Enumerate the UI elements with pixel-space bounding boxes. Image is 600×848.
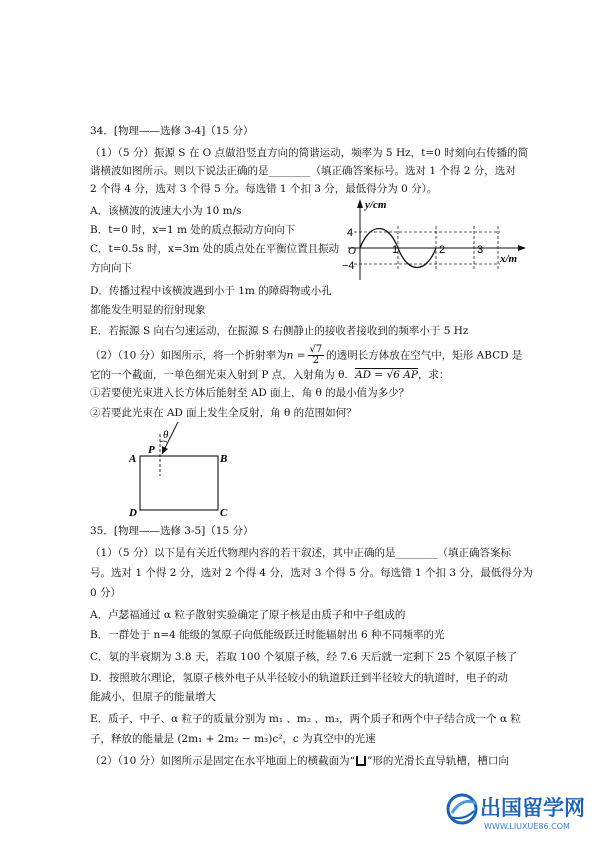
q35-option-e-line2: 子，释放的能量是 (2m₁ + 2m₂ − m₃)c²，c 为真空中的光速 [90,733,376,745]
q35-part1-line2: 号。选对 1 个得 2 分，选对 2 个得 4 分，选对 3 个得 5 分。每选错 1 个扣 3 分，最低得分为 [90,567,533,579]
q34-part2-line2 [90,368,449,382]
q34-part1-line3: 2 个得 4 分，选对 3 个得 5 分。每选错 1 个扣 3 分，最低得分为 0 分）。 [90,183,438,195]
q34-option-d-line1: D．传播过程中该横波遇到小于 1m 的障碍物或小孔 [90,285,332,297]
q34-subquestion-1: ①若要使光束进入长方体后能射至 AD 面上，角 θ 的最小值为多少？ [90,387,410,399]
q35-option-d-line1: D．按照玻尔理论，氢原子核外电子从半径较小的轨道跃迁到半径较大的轨道时，电子的动 [90,672,508,684]
q34-option-c-line2: 方向向下 [90,262,132,274]
q35-option-e-line1: E．质子、中子、α 粒子的质量分别为 m₁ 、m₂ 、m₃，两个质子和两个中子结合成一个 α 粒 [90,713,521,725]
watermark-logo-icon [448,795,476,823]
q34-option-a: A．该横波的波速大小为 10 m/s [90,205,242,217]
label-theta: θ [163,429,169,441]
q35-part1-line1: （1）（5 分）以下是有关近代物理内容的若干叙述，其中正确的是________（填正确答案标 [90,547,511,559]
watermark [444,787,592,838]
q34-part2-line2-c: ，求： [417,369,450,381]
q35-part2-line1 [90,754,509,768]
label-D: D [129,507,137,519]
q34-part1-line2: 谐横波如图所示。则以下说法正确的是________（填正确答案标号。选对 1 个得 2 分，选对 [90,165,516,177]
wave-xlabel: x/m [500,253,518,265]
q34-part2-prefix: （2）（10 分）如图所示，将一个折射率为 [90,349,287,362]
watermark-url: WWW.LIUXUE86.COM [484,822,570,831]
fraction-denominator: 2 [312,355,320,366]
q35-title: 35．[物理——选修 3-5]（15 分） [90,525,254,537]
rectangle-figure [120,420,240,520]
label-A: A [129,453,137,465]
wave-figure [340,196,530,284]
q34-option-d-line2: 都能发生明显的衍射现象 [90,304,206,316]
fraction-numerator: √7 [309,344,323,355]
wave-y-neg: −4 [342,260,355,272]
q34-part2-line2-a: 它的一个截面，一单色细光束入射到 P 点，入射角为 θ. [90,369,348,381]
q34-title: 34．[物理——选修 3-4]（15 分） [90,125,254,137]
q34-option-c-line1: C．t=0.5s 时，x=3m 处的质点处在平衡位置且振动 [90,243,340,255]
label-P: P [148,444,155,456]
q35-part1-line3: 0 分） [90,587,122,599]
wave-y-pos: 4 [347,227,354,239]
wave-origin: O [348,245,356,257]
q35-part2-text-b: ”形的光滑长直导轨槽，槽口向 [367,755,509,767]
refractive-index-symbol: n = [286,349,306,362]
watermark-text: 出国留学网 [480,796,585,820]
u-shape-icon [355,755,367,767]
q34-part2-line1 [90,345,522,366]
label-B: B [220,453,228,465]
q35-option-d-line2: 能减小，但原子的能量增大 [90,691,216,703]
wave-x3: 3 [477,244,484,256]
label-C: C [220,507,228,519]
refractive-index-fraction [308,345,325,366]
q35-option-b: B．一群处于 n=4 能级的氢原子向低能级跃迁时能辐射出 6 种不同频率的光 [90,629,445,641]
wave-ylabel: y/cm [365,199,387,211]
q35-part2-text-a: （2）（10 分）如图所示是固定在水平地面上的横截面为“ [90,755,355,767]
q34-part2-suffix: 的透明长方体放在空气中，矩形 ABCD 是 [326,349,523,362]
ad-equation: AD = √6 AP [355,369,418,381]
q35-option-a: A．卢瑟福通过 α 粒子散射实验确定了原子核是由质子和中子组成的 [90,609,406,621]
q34-subquestion-2: ②若要此光束在 AD 面上发生全反射，角 θ 的范围如何？ [90,407,357,419]
q34-part1-line1: （1）（5 分）振源 S 在 O 点做沿竖直方向的简谐运动，频率为 5 Hz，t=0 时刻向右传播的简 [90,147,529,159]
q34-option-b: B．t=0 时，x=1 m 处的质点振动方向向下 [90,224,296,236]
wave-x1: 1 [392,244,399,256]
q35-option-c: C．氡的半衰期为 3.8 天，若取 100 个氡原子核，经 7.6 天后就一定剩下 25 个氡原子核了 [90,651,518,663]
wave-x2: 2 [439,244,446,256]
q34-option-e: E．若振源 S 向右匀速运动，在振源 S 右侧静止的接收者接收到的频率小于 5 Hz [90,325,469,337]
